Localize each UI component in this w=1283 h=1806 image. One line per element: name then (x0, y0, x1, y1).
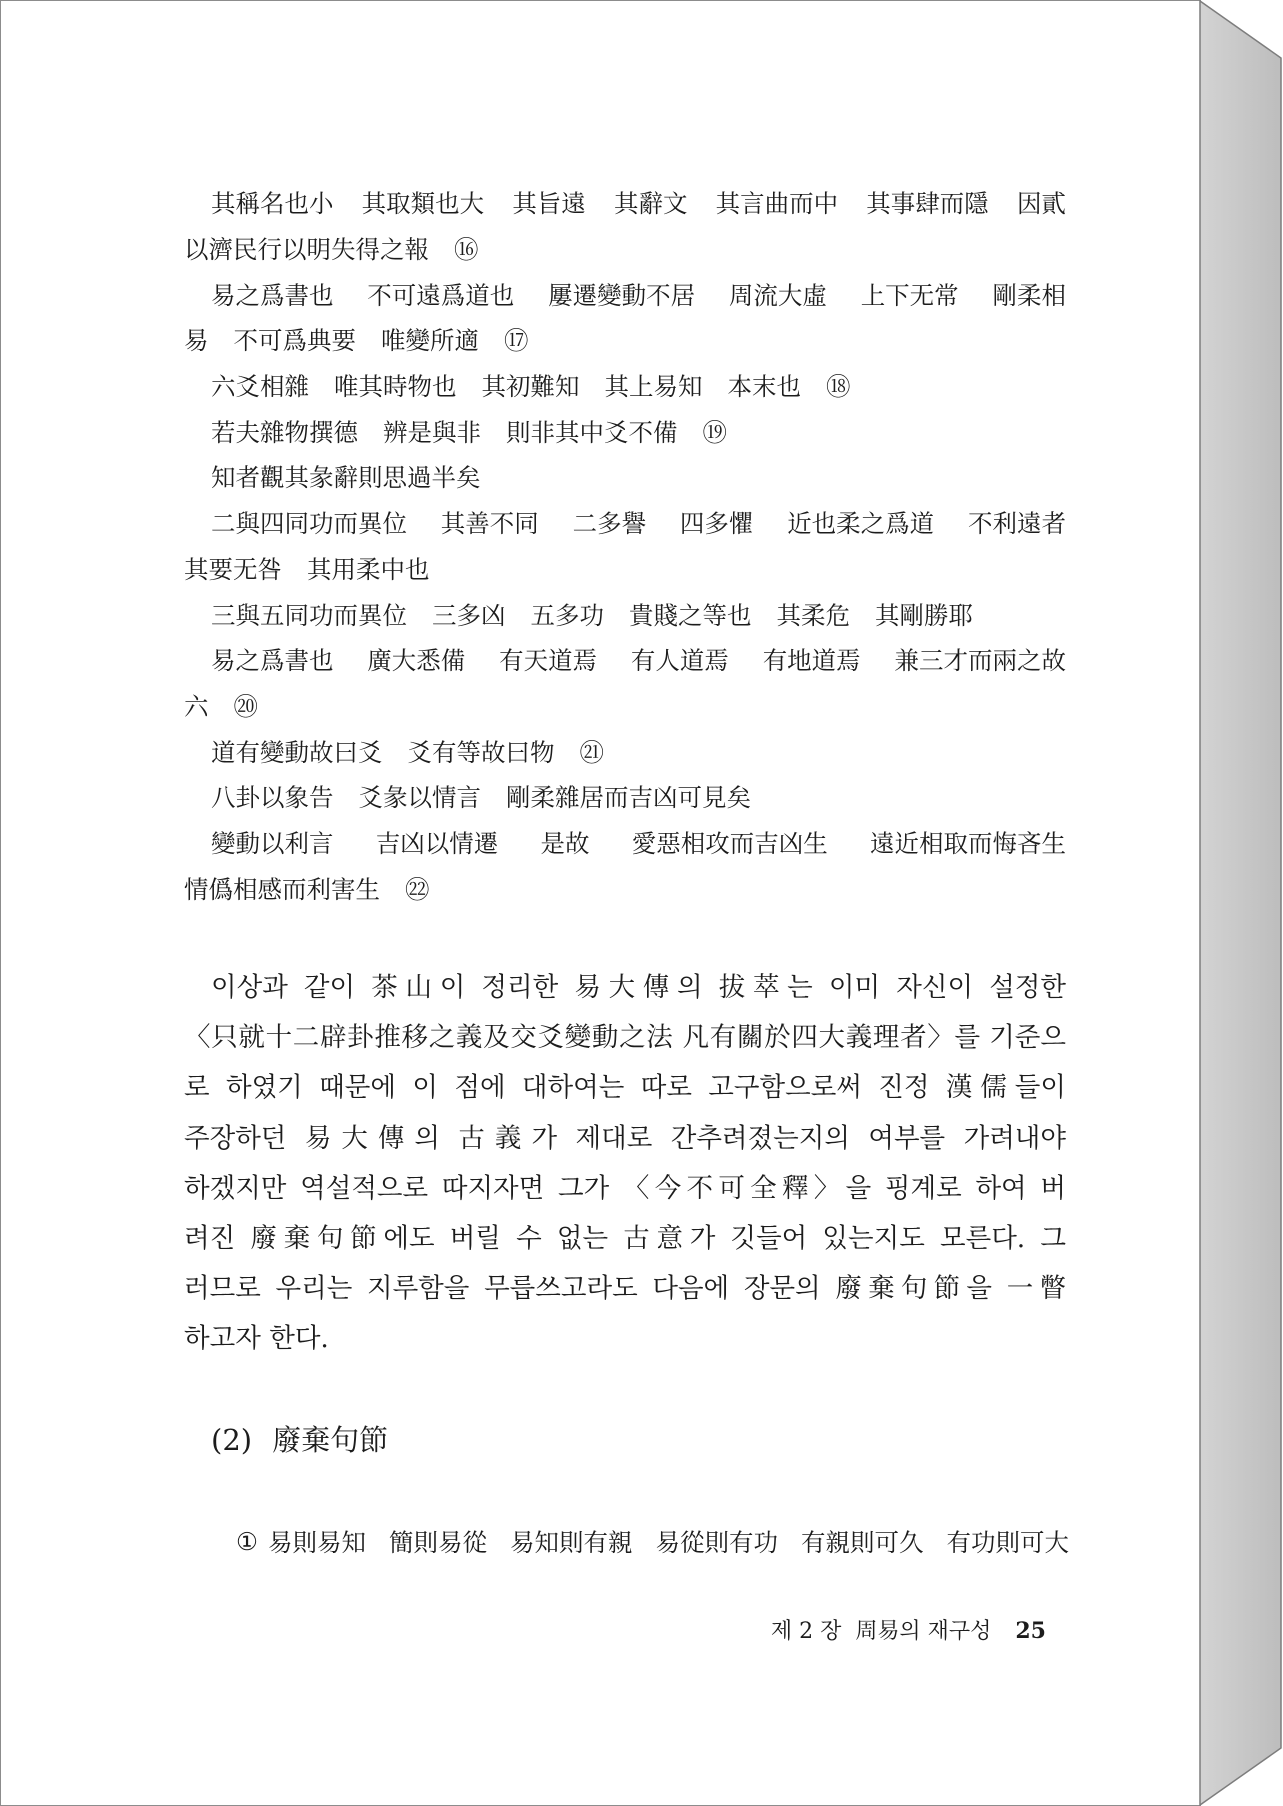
excerpt-phrases (268, 1524, 1069, 1559)
phrase: 愛惡相攻而吉凶生 (631, 828, 828, 858)
phrase: 其善不同 (440, 509, 539, 539)
phrase: 其辭文 (613, 189, 688, 219)
chapter-title: 제 2 장 周易의 재구성 (770, 1619, 992, 1644)
passage-line (211, 271, 1066, 317)
phrase: 爻有等故曰物 (407, 737, 555, 767)
phrase: 唯變所適 (381, 326, 479, 356)
footnote-marker: ⑯ (454, 235, 479, 265)
passage-line (184, 317, 1066, 363)
phrase: 貴賤之等也 (629, 600, 752, 630)
phrase: 則非其中爻不備 (506, 417, 678, 447)
phrase: 易則易知 (267, 1527, 366, 1557)
passage-line (184, 865, 1066, 911)
footnote-marker: ⑱ (826, 372, 851, 402)
section-number: (2) (211, 1423, 253, 1457)
phrase: 近也柔之爲道 (787, 509, 935, 539)
phrase: 其上易知 (604, 372, 703, 402)
passage-line (211, 363, 1066, 409)
phrase: 因貳 (1016, 189, 1066, 219)
paragraph-line: 주장하던 易大傳의 古義가 제대로 간추려졌는지의 여부를 가려내야 (184, 1122, 1066, 1154)
phrase: 剛柔相 (992, 280, 1066, 310)
phrase: 其稱名也小 (211, 189, 334, 219)
passage-line (211, 454, 1066, 500)
passage-line (184, 546, 1066, 592)
passage-line (211, 728, 1066, 774)
phrase: 有功則可大 (946, 1527, 1069, 1557)
paragraph-line: 〈只就十二辟卦推移之義及交爻變動之法 凡有關於四大義理者〉를 기준으 (184, 1022, 1066, 1054)
phrase: 其要无咎 (184, 554, 282, 584)
phrase: 遠近相取而悔吝生 (870, 828, 1066, 858)
footnote-marker: ⑲ (702, 417, 727, 447)
phrase: 四多懼 (679, 509, 754, 539)
phrase: 其初難知 (481, 372, 580, 402)
excerpt-line (236, 1521, 1069, 1561)
page-number: 25 (1015, 1618, 1046, 1644)
footnote-marker: ⑰ (504, 326, 529, 356)
phrase: 廣大悉備 (367, 646, 466, 676)
paragraph-line: 로 하였기 때문에 이 점에 대하여는 따로 고구함으로써 진정 漢儒들이 (184, 1072, 1066, 1104)
section-title: 廢棄句節 (272, 1423, 389, 1457)
phrase: 易之爲書也 (211, 646, 334, 676)
passage-line (211, 180, 1066, 226)
phrase: 有親則可久 (800, 1527, 924, 1557)
phrase: 道有變動故曰爻 (211, 737, 383, 767)
phrase: 二多譽 (572, 509, 647, 539)
passage-line (211, 500, 1066, 546)
phrase: 其事肆而隱 (866, 189, 989, 219)
phrase: 其剛勝耶 (875, 600, 973, 630)
phrase: 是故 (540, 828, 590, 858)
phrase: 有地道焉 (762, 646, 861, 676)
passage-line (184, 683, 1066, 729)
phrase: 屢遷變動不居 (548, 280, 696, 310)
phrase: 易知則有親 (509, 1527, 633, 1557)
footnote-marker: ⑳ (233, 691, 258, 721)
phrase: 五多功 (530, 600, 604, 630)
paragraph-line: 하겠지만 역설적으로 따지자면 그가 〈今不可全釋〉을 핑계로 하여 버 (184, 1172, 1066, 1204)
phrase: 上下无常 (860, 280, 959, 310)
phrase: 其柔危 (776, 600, 850, 630)
commentary-paragraph (184, 963, 1066, 1365)
paragraph-line: 하고자 한다. (184, 1323, 329, 1355)
passage-line (211, 820, 1066, 866)
phrase: 不可爲典要 (233, 326, 356, 356)
page-stack-side (1200, 1, 1281, 1805)
phrase: 周流大虛 (728, 280, 827, 310)
phrase: 以濟民行以明失得之報 (184, 235, 429, 265)
phrase: 爻彖以情言 (358, 783, 481, 813)
phrase: 八卦以象告 (211, 783, 334, 813)
phrase: 不可遠爲道也 (367, 280, 515, 310)
phrase: 唯其時物也 (334, 372, 457, 402)
passage-line (211, 591, 1066, 637)
phrase: 其旨遠 (512, 189, 586, 219)
footnote-marker: ㉑ (579, 737, 604, 767)
phrase: 其用柔中也 (307, 554, 430, 584)
section-heading (211, 1420, 388, 1460)
paragraph-line: 려진 廢棄句節에도 버릴 수 없는 古意가 깃들어 있는지도 모른다. 그 (184, 1222, 1066, 1254)
paragraph-line: 러므로 우리는 지루함을 무릅쓰고라도 다음에 장문의 廢棄句節을 一瞥 (184, 1273, 1066, 1305)
passage-line (211, 774, 1066, 820)
phrase: 易 (184, 326, 209, 356)
phrase: 六爻相雜 (211, 372, 309, 402)
item-marker: ① (236, 1526, 258, 1556)
passage-line (184, 226, 1066, 272)
phrase: 六 (184, 691, 209, 721)
phrase: 易之爲書也 (211, 280, 334, 310)
running-footer (771, 1616, 1046, 1646)
phrase: 其取類也大 (361, 189, 485, 219)
phrase: 變動以利言 (211, 828, 334, 858)
paragraph-line: 이상과 같이 茶山이 정리한 易大傳의 拔萃는 이미 자신이 설정한 (211, 972, 1066, 1003)
phrase: 本末也 (727, 372, 801, 402)
phrase: 不利遠者 (967, 509, 1066, 539)
phrase: 其言曲而中 (715, 189, 839, 219)
phrase: 有人道焉 (630, 646, 729, 676)
phrase: 簡則易從 (388, 1527, 487, 1557)
passage-line (211, 637, 1066, 683)
footnote-marker: ㉒ (405, 874, 430, 904)
phrase: 情僞相感而利害生 (184, 874, 380, 904)
phrase: 易從則有功 (655, 1527, 778, 1557)
phrase: 二與四同功而異位 (211, 509, 407, 539)
phrase: 若夫雜物撰德 (211, 417, 358, 447)
passage-line (211, 408, 1066, 454)
phrase: 三與五同功而異位 (211, 600, 407, 630)
phrase: 辨是與非 (383, 417, 481, 447)
phrase: 有天道焉 (499, 646, 598, 676)
phrase: 剛柔雜居而吉凶可見矣 (506, 783, 751, 813)
phrase: 三多凶 (432, 600, 506, 630)
phrase: 知者觀其彖辭則思過半矣 (211, 463, 481, 493)
phrase: 吉凶以情遷 (375, 828, 499, 858)
phrase: 兼三才而兩之故 (894, 646, 1066, 676)
quoted-passage (184, 180, 1066, 911)
